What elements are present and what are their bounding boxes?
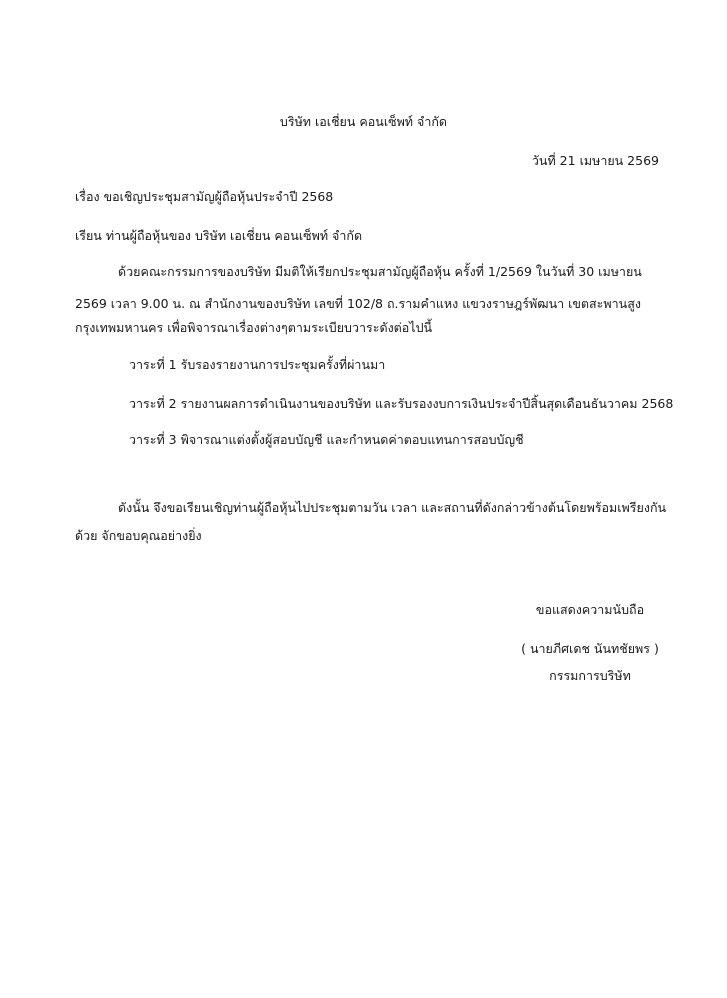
letter-salutation: เรียน ท่านผู้ถือหุ้นของ บริษัท เอเชี่ยน คอนเซ็พท์ จำกัด	[75, 228, 363, 243]
closing-paragraph-line: ดังนั้น จึงขอเรียนเชิญท่านผู้ถือหุ้นไปประชุมตามวัน เวลา และสถานที่ดังกล่าวข้างต้นโดยพร้อมเพรียงกัน	[118, 500, 667, 515]
agenda-item: วาระที่ 3 พิจารณาแต่งตั้งผู้สอบบัญชี และกำหนดค่าตอบแทนการสอบบัญชี	[129, 432, 524, 447]
signature-regards: ขอแสดงความนับถือ	[535, 602, 645, 617]
agenda-item: วาระที่ 1 รับรองรายงานการประชุมครั้งที่ผ่านมา	[129, 357, 386, 372]
signature-name: ( นายภีศเดช นันทชัยพร )	[521, 641, 659, 656]
body-paragraph-line: กรุงเทพมหานคร เพื่อพิจารณาเรื่องต่างๆตามระเบียบวาระดังต่อไปนี้	[75, 320, 433, 335]
letter-subject: เรื่อง ขอเชิญประชุมสามัญผู้ถือหุ้นประจำปี 2568	[75, 189, 334, 204]
signature-title: กรรมการบริษัท	[549, 668, 631, 683]
body-paragraph-line: ด้วยคณะกรรมการของบริษัท มีมติให้เรียกประชุมสามัญผู้ถือหุ้น ครั้งที่ 1/2569 ในวันที่ 30 เมษายน	[118, 264, 642, 279]
agenda-item: วาระที่ 2 รายงานผลการดำเนินงานของบริษัท และรับรองงบการเงินประจำปีสิ้นสุดเดือนธันวาคม 2568	[129, 396, 674, 411]
company-header: บริษัท เอเชี่ยน คอนเซ็พท์ จำกัด	[279, 114, 448, 129]
letter-date: วันที่ 21 เมษายน 2569	[531, 153, 659, 168]
closing-paragraph-line: ด้วย จักขอบคุณอย่างยิ่ง	[75, 528, 202, 543]
body-paragraph-line: 2569 เวลา 9.00 น. ณ สำนักงานของบริษัท เลขที่ 102/8 ถ.รามคำแหง แขวงราษฎร์พัฒนา เขตสะพานสูง	[75, 296, 641, 311]
